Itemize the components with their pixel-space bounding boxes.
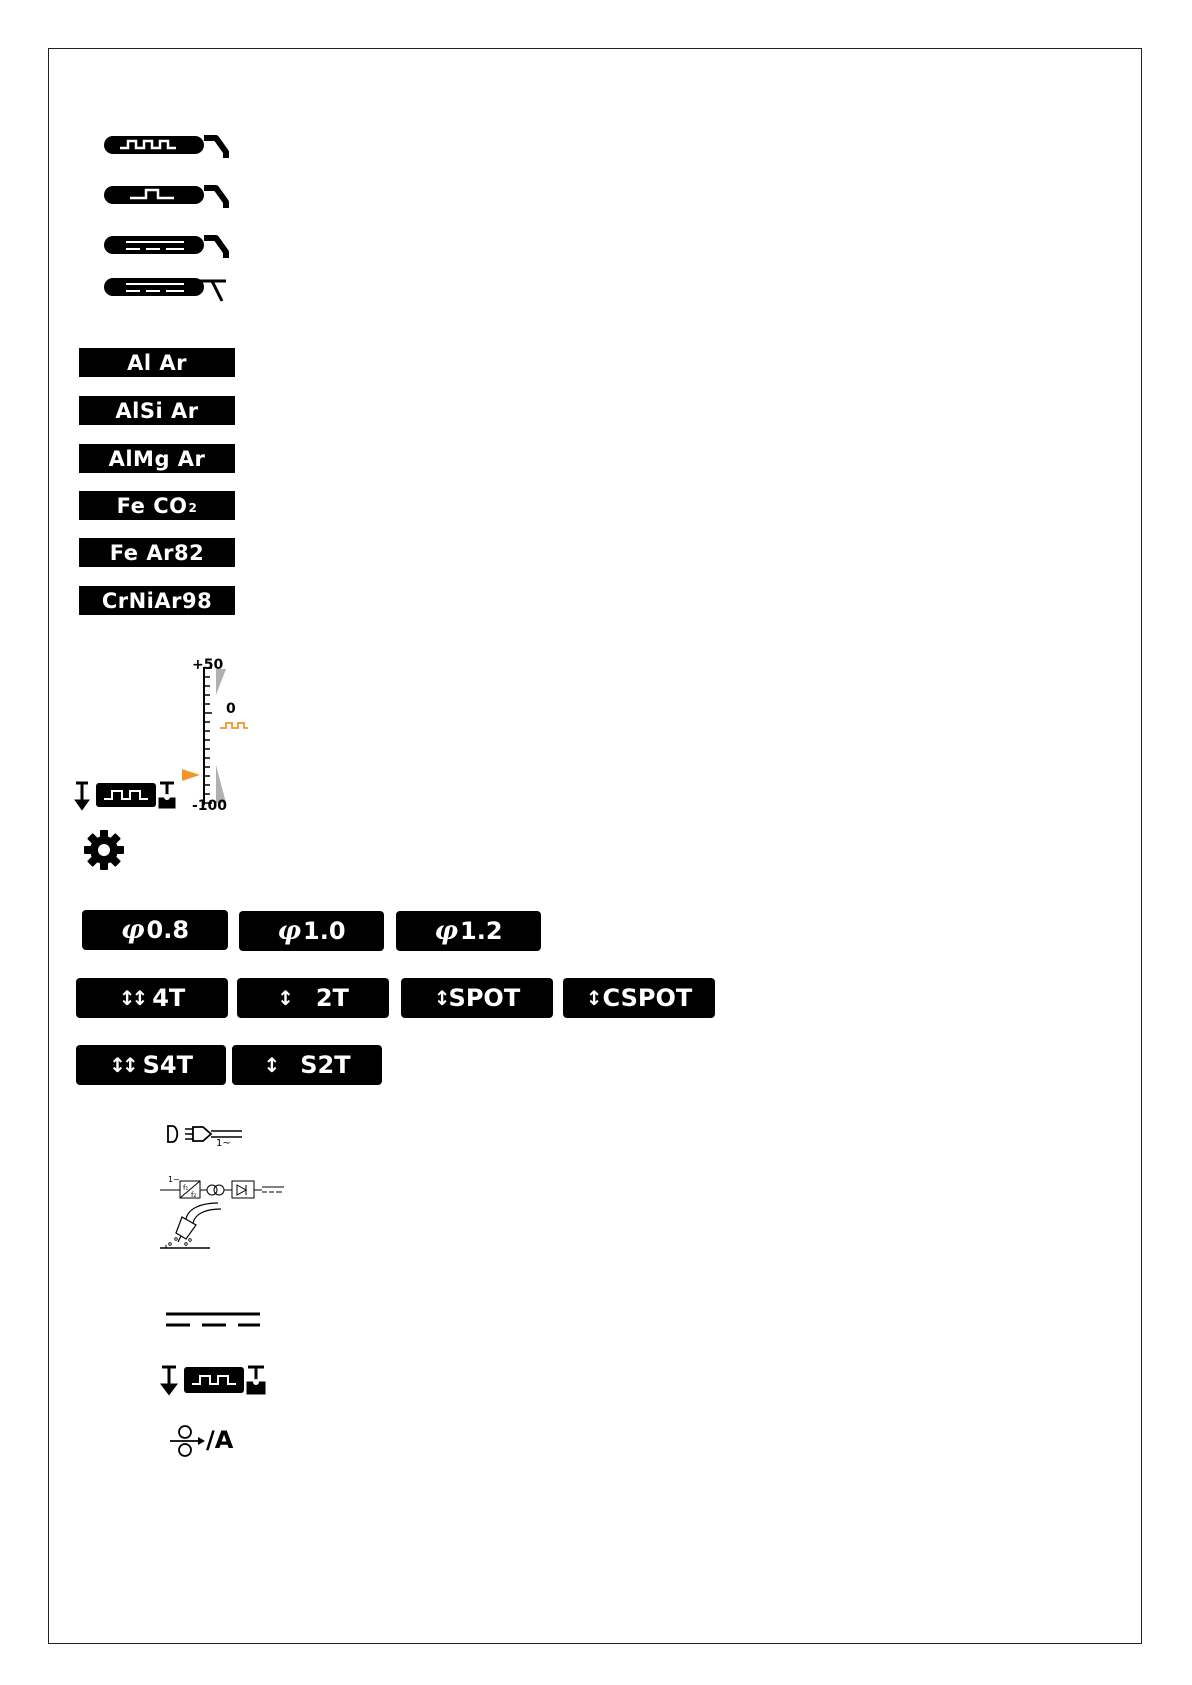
plug-icon bbox=[164, 1122, 264, 1152]
trigger-s4t-button[interactable]: ↕↕ S4T bbox=[76, 1045, 226, 1085]
gas-label-almg-ar: AlMg Ar bbox=[79, 444, 235, 473]
gas-label-fe-co2: Fe CO 2 bbox=[79, 491, 235, 520]
trigger-spot-button[interactable]: ↕ SPOT bbox=[401, 978, 553, 1018]
pulse-mode-icon bbox=[74, 781, 184, 811]
inverter-phase-label: 1~ bbox=[168, 1175, 180, 1184]
gear-icon bbox=[82, 828, 126, 872]
trigger-cspot-button[interactable]: ↕ CSPOT bbox=[563, 978, 715, 1018]
double-arrow-icon: ↕↕ bbox=[118, 986, 145, 1010]
torch-dc-icon bbox=[100, 230, 230, 262]
arrow-icon: ↕ bbox=[263, 1053, 277, 1077]
double-arrow-icon: ↕↕ bbox=[109, 1053, 135, 1077]
pulse-mode-icon-lower bbox=[160, 1365, 270, 1397]
torch-double-pulse-icon bbox=[100, 130, 230, 162]
scale-pointer bbox=[182, 769, 212, 929]
gas-label-crniar98: CrNiAr98 bbox=[79, 586, 235, 615]
plug-phase-label: 1~ bbox=[216, 1138, 231, 1149]
gas-label-al-ar: Al Ar bbox=[79, 348, 235, 377]
inverter-diagram bbox=[160, 1175, 285, 1200]
arrow-icon: ↕ bbox=[585, 986, 599, 1010]
torch-pulse-icon bbox=[100, 180, 230, 212]
wire-diameter-1-2-button[interactable]: φ 1.2 bbox=[396, 911, 541, 951]
arrow-icon: ↕ bbox=[433, 986, 447, 1010]
diameter-icon: φ bbox=[434, 916, 458, 946]
wire-feed-rollers-icon bbox=[168, 1424, 208, 1458]
diameter-icon: φ bbox=[277, 916, 301, 946]
scale-mid-label: 0 bbox=[226, 701, 236, 717]
trigger-s2t-button[interactable]: ↕ S2T bbox=[232, 1045, 382, 1085]
mig-welding-icon bbox=[158, 1200, 228, 1252]
wire-diameter-0-8-button[interactable]: φ 0.8 bbox=[82, 910, 228, 950]
svg-text:f₁: f₁ bbox=[183, 1184, 189, 1192]
svg-text:f₂: f₂ bbox=[191, 1191, 197, 1199]
diameter-icon: φ bbox=[120, 915, 145, 945]
arrow-icon: ↕ bbox=[277, 986, 290, 1010]
wire-diameter-1-0-button[interactable]: φ 1.0 bbox=[239, 911, 384, 951]
wire-feed-symbol bbox=[168, 1424, 258, 1458]
mains-plug-symbol bbox=[164, 1122, 264, 1152]
arc-correction-scale bbox=[70, 655, 260, 815]
scale-top-label: +50 bbox=[192, 657, 224, 673]
wire-feed-unit-label: /A bbox=[206, 1426, 234, 1454]
gas-label-alsi-ar: AlSi Ar bbox=[79, 396, 235, 425]
dc-current-icon bbox=[166, 1310, 262, 1330]
trigger-4t-button[interactable]: ↕↕ 4T bbox=[76, 978, 228, 1018]
torch-dc-tig-icon bbox=[100, 272, 230, 304]
scale-bottom-label: -100 bbox=[192, 798, 228, 814]
trigger-2t-button[interactable]: ↕ 2T bbox=[237, 978, 389, 1018]
gas-label-fe-ar82: Fe Ar82 bbox=[79, 538, 235, 567]
